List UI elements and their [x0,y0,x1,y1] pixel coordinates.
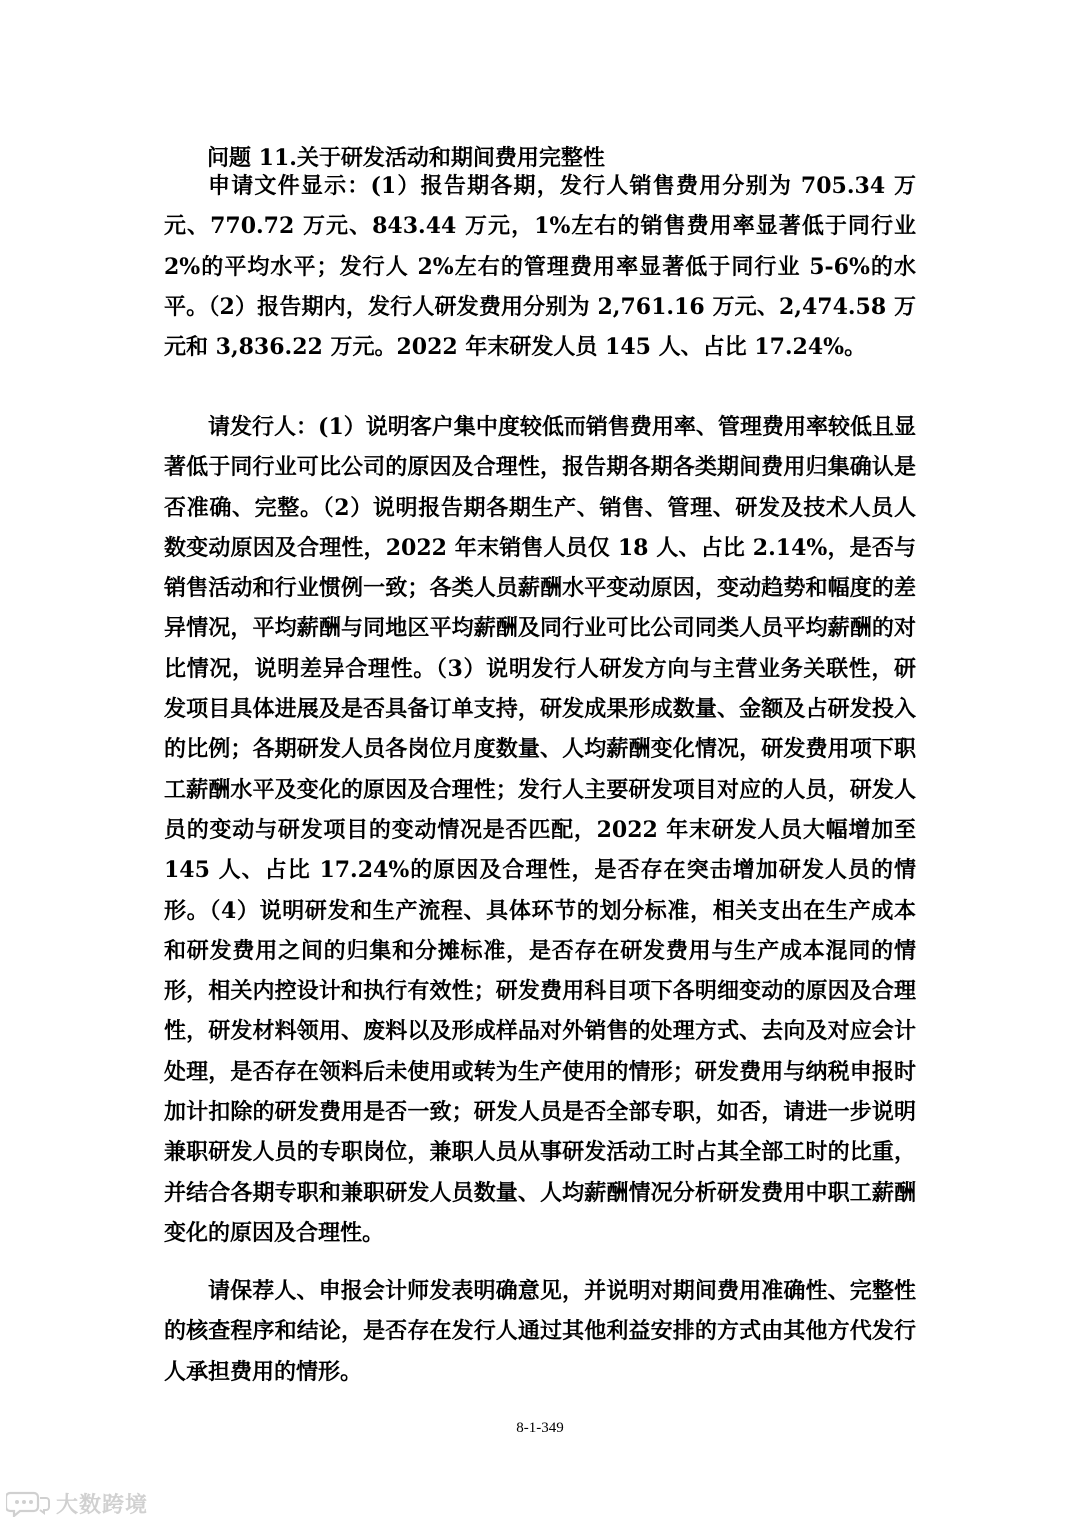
paragraph-filing-disclosure: 申请文件显示：(1）报告期各期，发行人销售费用分别为 705.34 万元、770.72 万元、843.44 万元，1%左右的销售费用率显著低于同行业 2%的平均水平；发行人 2%左右的管理费用率显著低于同行业 5-6%的水平。（2）报告期内，发行人研发费用分别为 2,761.16 万元、2,474.58 万元和 3,836.22 万元。2022 年末研发人员 145 人、占比 17.24%。 [164,173,916,361]
page-number: 8-1-349 [516,1420,564,1436]
watermark-text: 大数跨境 [56,1492,149,1518]
speech-bubble-logo-icon [6,1489,52,1517]
paragraph-sponsor-requests: 请保荐人、申报会计师发表明确意见，并说明对期间费用准确性、完整性的核查程序和结论，是否存在发行人通过其他利益安排的方式由其他方代发行人承担费用的情形。 [164,1278,916,1385]
paragraph-issuer-requests: 请发行人：(1）说明客户集中度较低而销售费用率、管理费用率较低且显著低于同行业可比公司的原因及合理性，报告期各期各类期间费用归集确认是否准确、完整。（2）说明报告期各期生产、销售、管理、研发及技术人员人数变动原因及合理性，2022 年末销售人员仅 18 人、占比 2.14%，是否与销售活动和行业惯例一致；各类人员薪酬水平变动原因，变动趋势和幅度的差异情况，平均薪酬与同地区平均薪酬及同行业可比公司同类人员平均薪酬的对比情况，说明差异合理性。（3）说明发行人研发方向与主营业务关联性，研发项目具体进展及是否具备订单支持，研发成果形成数量、金额及占研发投入的比例；各期研发人员各岗位月度数量、人均薪酬变化情况，研发费用项下职工薪酬水平及变化的原因及合理性；发行人主要研发项目对应的人员，研发人员的变动与研发项目的变动情况是否匹配，2022 年末研发人员大幅增加至 145 人、占比 17.24%的原因及合理性，是否存在突击增加研发人员的情形。（4）说明研发和生产流程、具体环节的划分标准，相关支出在生产成本和研发费用之间的归集和分摊标准，是否存在研发费用与生产成本混同的情形，相关内控设计和执行有效性；研发费用科目项下各明细变动的原因及合理性，研发材料领用、废料以及形成样品对外销售的处理方式、去向及对应会计处理，是否存在领料后未使用或转为生产使用的情形；研发费用与纳税申报时加计扣除的研发费用是否一致；研发人员是否全部专职，如否，请进一步说明兼职研发人员的专职岗位，兼职人员从事研发活动工时占其全部工时的比重，并结合各期专职和兼职研发人员数量、人均薪酬情况分析研发费用中职工薪酬变化的原因及合理性。 [164,414,916,1246]
watermark [6,1488,148,1518]
question-heading: 问题 11.关于研发活动和期间费用完整性 [207,145,605,171]
